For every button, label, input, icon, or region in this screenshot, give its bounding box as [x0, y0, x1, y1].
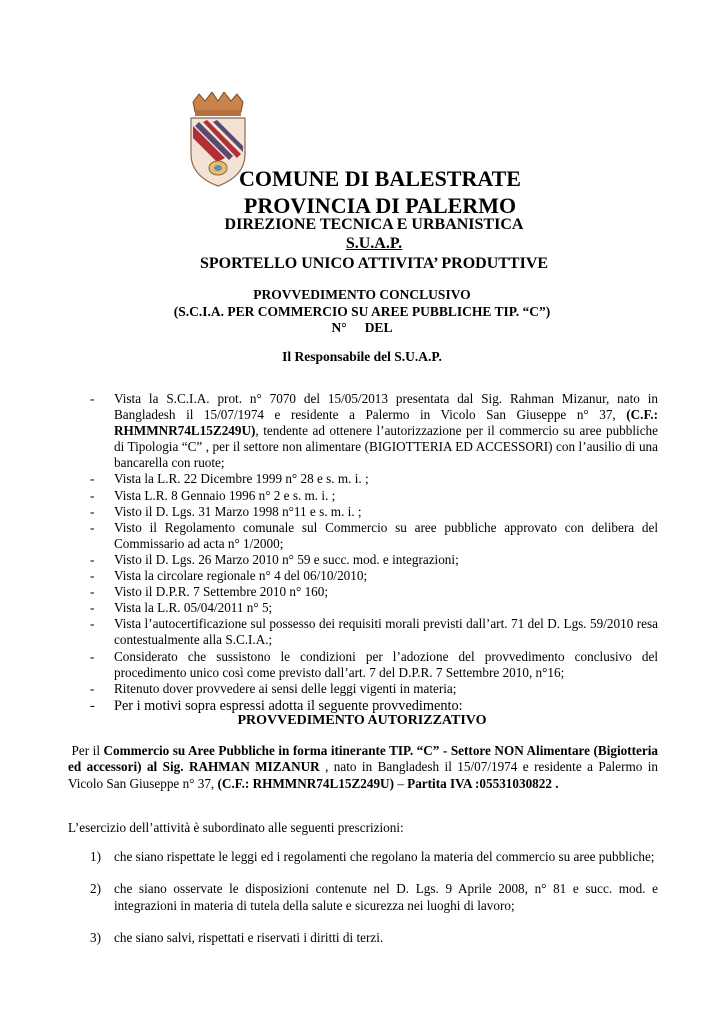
- list-item: 2) che siano osservate le disposizioni contenute nel D. Lgs. 9 Aprile 2008, n° 81 e succ. mod. e integrazioni in materia di tutela della salute e sicurezza nei luoghi di lavoro;: [90, 881, 658, 913]
- list-item: 1) che siano rispettate le leggi ed i regolamenti che regolano la materia del commercio su aree pubbliche;: [90, 849, 655, 864]
- list-item: - Vista la L.R. 05/04/2011 n° 5;: [90, 600, 658, 616]
- list-item: 3) che siano salvi, rispettati e riservati i diritti di terzi.: [90, 930, 384, 946]
- list-item: - Per i motivi sopra espressi adotta il seguente provvedimento:: [90, 697, 658, 715]
- prescriptions-intro: L’esercizio dell’attività è subordinato alle seguenti prescrizioni:: [68, 820, 404, 835]
- list-item: - Considerato che sussistono le condizioni per l’adozione del provvedimento conclusivo del procedimento unico così come previsto dall’art. 7 del D.P.R. 7 Settembre 2010, n°16;: [90, 649, 658, 681]
- list-item: - Vista l’autocertificazione sul possesso dei requisiti morali previsti dall’art. 71 del D. Lgs. 59/2010 resa contestualmente alla S.C.I.A.;: [90, 616, 658, 648]
- authorization-heading: PROVVEDIMENTO AUTORIZZATIVO: [237, 713, 487, 728]
- suap-title: S.U.A.P.: [345, 235, 403, 252]
- sportello-title: SPORTELLO UNICO ATTIVITA’ PRODUTTIVE: [199, 255, 549, 272]
- list-item: - Vista la S.C.I.A. prot. n° 7070 del 15/05/2013 presentata dal Sig. Rahman Mizanur, nato in Bangladesh il 15/07/1974 e residente a Palermo in Vicolo San Giuseppe n° 37, (C.F.: RHMMNR74L15Z249U), tendente ad ottenere l’autorizzazione per il commercio su aree pubbliche di Tipologia “C” , per il settore non alimentare (BIGIOTTERIA ED ACCESSORI) con l’ausilio di una bancarella con ruote;: [90, 391, 658, 471]
- direzione-title: DIREZIONE TECNICA E URBANISTICA: [224, 216, 524, 233]
- comune-title: COMUNE DI BALESTRATE: [239, 166, 521, 191]
- list-item: - Ritenuto dover provvedere ai sensi delle leggi vigenti in materia;: [90, 681, 658, 697]
- number-label: N°: [331, 320, 347, 335]
- prescriptions-list: [90, 849, 658, 963]
- authorization-paragraph: Per il Commercio su Aree Pubbliche in forma itinerante TIP. “C” - Settore NON Alimentare (Bigiotteria ed accessori) al Sig. RAHMAN MIZANUR , nato in Bangladesh il 15/07/1974 e residente a Palermo in Vicolo San Giuseppe n° 37, (C.F.: RHMMNR74L15Z249U) – Partita IVA :05531030822 .: [68, 743, 658, 791]
- list-item: - Vista la circolare regionale n° 4 del 06/10/2010;: [90, 568, 658, 584]
- list-item: - Visto il Regolamento comunale sul Commercio su aree pubbliche approvato con delibera del Commissario ad acta n° 1/2000;: [90, 520, 658, 552]
- provincia-title: PROVINCIA DI PALERMO: [243, 193, 517, 218]
- responsabile-heading: Il Responsabile del S.U.A.P.: [282, 349, 442, 364]
- list-item: - Visto il D.P.R. 7 Settembre 2010 n° 160;: [90, 584, 658, 600]
- list-item: - Vista la L.R. 22 Dicembre 1999 n° 28 e s. m. i. ;: [90, 471, 658, 487]
- date-label: DEL: [364, 320, 393, 335]
- doc-title-line2: (S.C.I.A. PER COMMERCIO SU AREE PUBBLICHE TIP. “C”): [173, 304, 551, 319]
- list-item: - Visto il D. Lgs. 26 Marzo 2010 n° 59 e succ. mod. e integrazioni;: [90, 552, 658, 568]
- list-item: - Vista L.R. 8 Gennaio 1996 n° 2 e s. m. i. ;: [90, 488, 658, 504]
- considerations-list: [90, 391, 658, 715]
- list-item: - Visto il D. Lgs. 31 Marzo 1998 n°11 e s. m. i. ;: [90, 504, 658, 520]
- doc-number-line: [0, 320, 724, 336]
- doc-title-line1: PROVVEDIMENTO CONCLUSIVO: [253, 287, 471, 302]
